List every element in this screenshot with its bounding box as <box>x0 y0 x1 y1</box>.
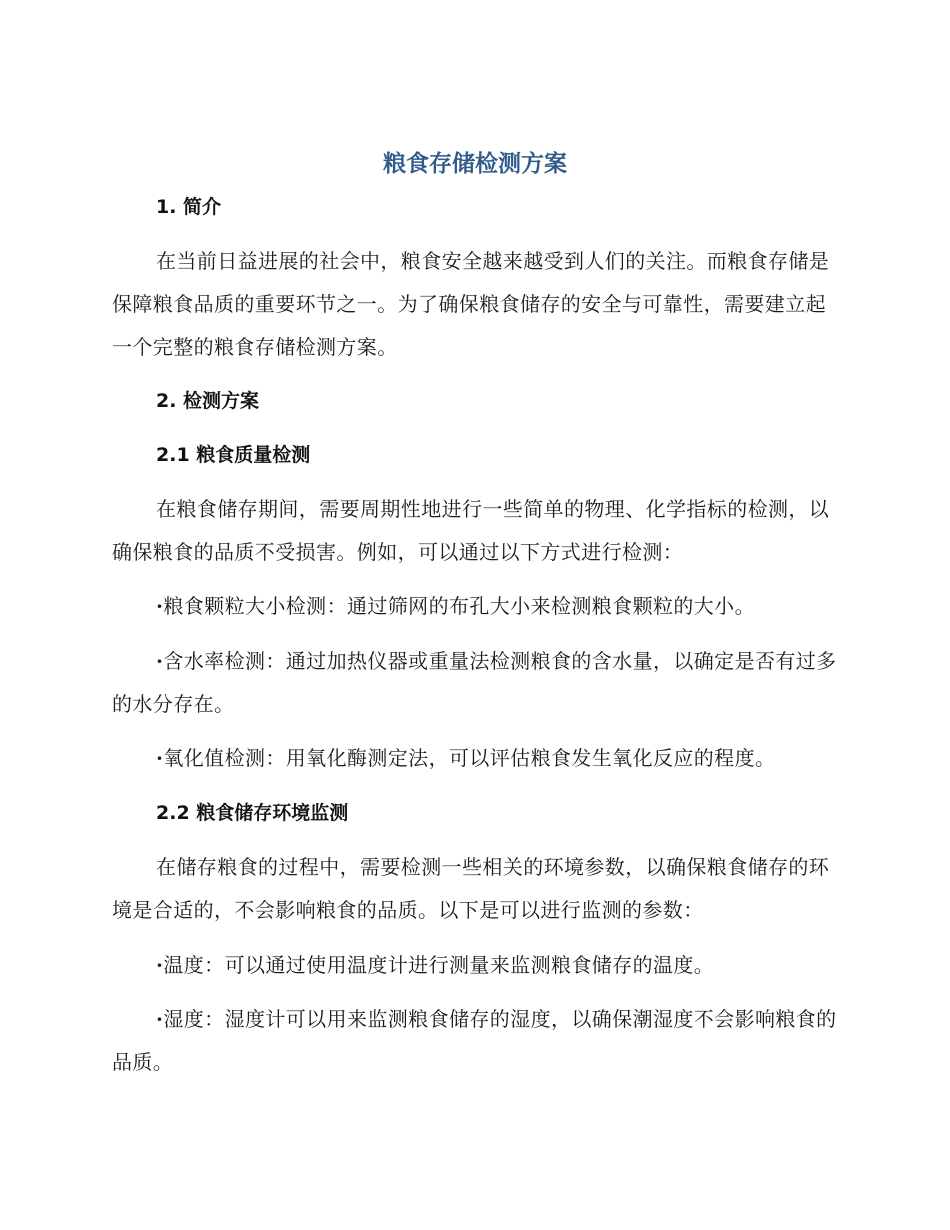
section-heading-environment: 2.2 粮食储存环境监测 <box>156 802 349 824</box>
bullet-text: 粮食颗粒大小检测：通过筛网的布孔大小来检测粮食颗粒的大小。 <box>163 594 755 618</box>
quality-bullet-item <box>112 585 840 628</box>
quality-bullet-item <box>112 640 840 726</box>
bullet-marker: · <box>156 746 164 770</box>
quality-bullet-item <box>112 737 840 780</box>
bullet-text: 含水率检测：通过加热仪器或重量法检测粮食的含水量，以确定是否有过多的水分存在。 <box>112 649 837 716</box>
intro-paragraph: 在当前日益进展的社会中，粮食安全越来越受到人们的关注。而粮食存储是保障粮食品质的重要环节之一。为了确保粮食储存的安全与可靠性，需要建立起一个完整的粮食存储检测方案。 <box>112 249 830 359</box>
bullet-marker: · <box>156 953 164 977</box>
environment-intro-paragraph: 在储存粮食的过程中，需要检测一些相关的环境参数，以确保粮食储存的环境是合适的，不会影响粮食的品质。以下是可以进行监测的参数： <box>112 855 830 922</box>
bullet-marker: · <box>156 594 164 618</box>
environment-bullet-item <box>112 998 840 1084</box>
document-title: 粮食存储检测方案 <box>383 151 567 177</box>
section-heading-plan: 2. 检测方案 <box>156 390 260 412</box>
section-heading-quality: 2.1 粮食质量检测 <box>156 444 311 466</box>
bullet-text: 氧化值检测：用氧化酶测定法，可以评估粮食发生氧化反应的程度。 <box>163 746 776 770</box>
bullet-marker: · <box>156 649 164 673</box>
bullet-marker: · <box>156 1007 164 1031</box>
section-heading-intro: 1. 简介 <box>156 196 222 218</box>
environment-bullet-item <box>112 944 840 987</box>
quality-intro-paragraph: 在粮食储存期间，需要周期性地进行一些简单的物理、化学指标的检测，以确保粮食的品质不受损害。例如，可以通过以下方式进行检测： <box>112 497 830 564</box>
bullet-text: 温度：可以通过使用温度计进行测量来监测粮食储存的温度。 <box>163 953 715 977</box>
bullet-text: 湿度：湿度计可以用来监测粮食储存的湿度，以确保潮湿度不会影响粮食的品质。 <box>112 1007 837 1074</box>
